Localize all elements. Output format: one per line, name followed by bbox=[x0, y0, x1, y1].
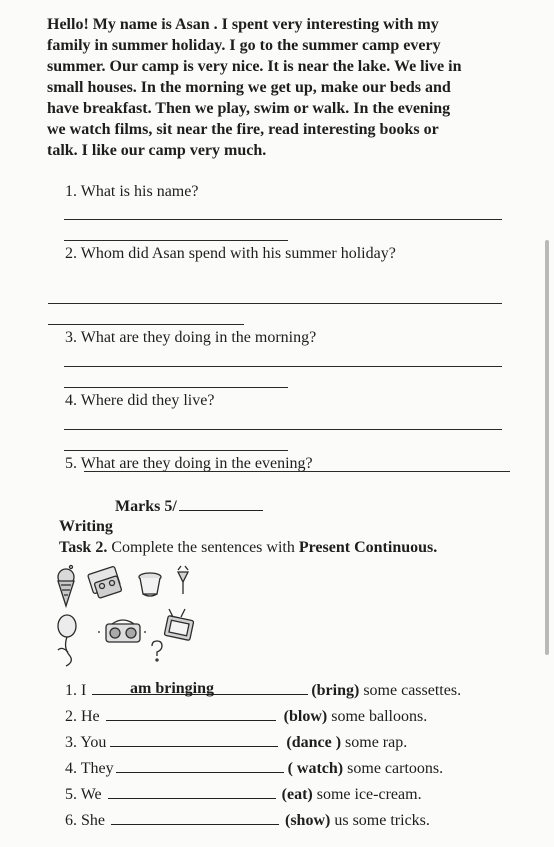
task-instruction bbox=[59, 538, 437, 558]
question-4: 4. Where did they live? bbox=[65, 392, 215, 409]
reading-line: small houses. In the morning we get up, make our beds and bbox=[47, 79, 451, 96]
exercise-3 bbox=[65, 732, 407, 753]
microphone-icon bbox=[178, 566, 188, 594]
marks-label bbox=[115, 496, 266, 517]
marks-text: Marks 5/ bbox=[115, 498, 177, 515]
task-text: Complete the sentences with bbox=[107, 539, 299, 556]
answer-blank[interactable] bbox=[110, 732, 278, 747]
cassette-icon bbox=[88, 566, 122, 598]
answer-line[interactable] bbox=[48, 324, 244, 325]
exercise-5 bbox=[65, 784, 422, 805]
exercise-1 bbox=[65, 680, 461, 701]
filled-answer: am bringing bbox=[130, 680, 215, 697]
exercise-rest: some ice-cream. bbox=[312, 786, 422, 803]
reading-text bbox=[47, 14, 522, 161]
reading-line: have breakfast. Then we play, swim or walk. In the evening bbox=[47, 100, 451, 117]
answer-line[interactable] bbox=[64, 240, 288, 241]
answer-blank[interactable] bbox=[108, 784, 276, 799]
answer-line[interactable] bbox=[48, 303, 502, 304]
exercise-prefix: 4. They bbox=[65, 760, 114, 777]
answer-line[interactable] bbox=[64, 429, 502, 430]
exercise-verb: (bring) bbox=[311, 682, 360, 699]
question-1: 1. What is his name? bbox=[65, 183, 199, 200]
question-3: 3. What are they doing in the morning? bbox=[65, 329, 317, 346]
exercise-2 bbox=[65, 706, 427, 727]
radio-icon bbox=[98, 620, 148, 642]
magic-hat-icon bbox=[139, 573, 161, 596]
exercise-rest: some cassettes. bbox=[359, 682, 462, 699]
answer-line[interactable] bbox=[64, 219, 502, 220]
exercise-prefix: 6. She bbox=[65, 812, 105, 829]
exercise-verb: (eat) bbox=[281, 786, 313, 803]
exercise-rest: us some tricks. bbox=[330, 812, 430, 829]
answer-line[interactable] bbox=[84, 471, 510, 472]
exercise-verb: (blow) bbox=[283, 708, 328, 725]
balloon-icon bbox=[58, 615, 76, 666]
exercise-4 bbox=[65, 758, 443, 779]
exercise-verb: (dance ) bbox=[286, 734, 342, 751]
question-2: 2. Whom did Asan spend with his summer holiday? bbox=[65, 245, 396, 262]
tv-icon bbox=[164, 609, 194, 640]
reading-line: summer. Our camp is very nice. It is near the lake. We live in bbox=[47, 58, 462, 75]
marks-blank[interactable] bbox=[179, 496, 263, 511]
exercise-rest: some balloons. bbox=[327, 708, 428, 725]
exercise-rest: some cartoons. bbox=[343, 760, 444, 777]
exercise-6 bbox=[65, 810, 430, 831]
reading-line: we watch films, sit near the fire, read interesting books or bbox=[47, 121, 439, 138]
exercise-prefix: 3. You bbox=[65, 734, 107, 751]
task-number: Task 2. bbox=[59, 539, 108, 556]
reading-line: Hello! My name is Asan . I spent very interesting with my bbox=[47, 16, 439, 33]
task-tense: Present Continuous. bbox=[298, 539, 438, 556]
exercise-prefix: 5. We bbox=[65, 786, 102, 803]
writing-heading: Writing bbox=[59, 518, 113, 535]
answer-blank[interactable] bbox=[106, 706, 276, 721]
answer-line[interactable] bbox=[64, 366, 502, 367]
question-5: 5. What are they doing in the evening? bbox=[65, 455, 313, 472]
exercise-rest: some rap. bbox=[341, 734, 408, 751]
answer-blank[interactable] bbox=[116, 758, 284, 773]
exercise-verb: ( watch) bbox=[287, 760, 344, 777]
exercise-verb: (show) bbox=[285, 812, 331, 829]
answer-blank[interactable] bbox=[111, 810, 279, 825]
picture-cluster bbox=[44, 562, 204, 670]
reading-line: talk. I like our camp very much. bbox=[47, 142, 267, 159]
question-mark-icon bbox=[152, 641, 162, 661]
answer-line[interactable] bbox=[64, 450, 288, 451]
ice-cream-icon bbox=[58, 566, 74, 607]
exercise-prefix: 1. I bbox=[65, 682, 87, 699]
answer-line[interactable] bbox=[64, 387, 288, 388]
exercise-prefix: 2. He bbox=[65, 708, 100, 725]
reading-line: family in summer holiday. I go to the summer camp every bbox=[47, 37, 441, 54]
scrollbar[interactable] bbox=[545, 240, 549, 655]
